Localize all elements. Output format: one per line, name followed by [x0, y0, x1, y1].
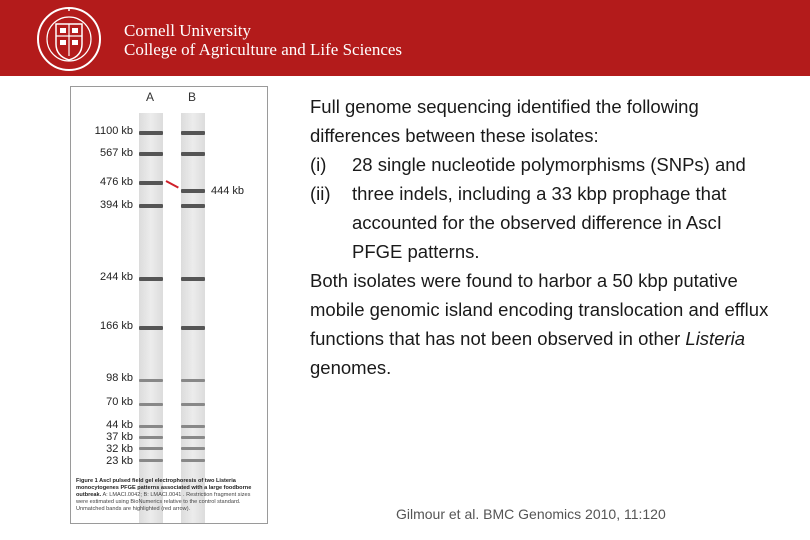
gel-band [139, 204, 163, 208]
cornell-seal-icon [36, 6, 102, 72]
institution-name [124, 21, 402, 59]
caption-body: A: LMACI.0042; B: LMACI.0041 . Restriction fragment sizes were estimated using BioNumerics relative to the control standard. Unmatched bands are highlighted (red arrow). [76, 492, 251, 512]
list-item-number: (i) [310, 154, 327, 175]
slide-body-text [310, 92, 770, 382]
gel-band [181, 204, 205, 208]
size-marker-label: 70 kb [106, 396, 133, 408]
size-marker-label: 32 kb [106, 443, 133, 455]
gel-band [139, 277, 163, 281]
gel-band [139, 403, 163, 406]
lane-label-b: B [188, 90, 197, 104]
header-banner [0, 0, 810, 76]
size-marker-label: 166 kb [99, 320, 133, 332]
gel-lane-a [139, 113, 163, 524]
institution-line-2: College of Agriculture and Life Sciences [124, 40, 403, 59]
gel-band [139, 131, 163, 135]
size-marker-label: 44 kb [106, 419, 133, 431]
gel-band [181, 152, 205, 156]
highlight-band-label: 444 kb [211, 185, 245, 197]
list-item [310, 179, 770, 266]
gel-band [181, 379, 205, 382]
caption-title: Figure 1 AscI pulsed field gel electrophoresis of two Listeria monocytogenes PFGE patterns associated with a large foodborne outbreak. [76, 478, 252, 498]
size-marker-label: 476 kb [99, 176, 133, 188]
figure-caption [76, 478, 264, 513]
gel-band [181, 277, 205, 281]
gel-band [139, 459, 163, 462]
gel-band [181, 326, 205, 330]
size-marker-label: 244 kb [99, 271, 133, 283]
gel-band [139, 181, 163, 185]
size-marker-label: 567 kb [99, 147, 133, 159]
gel-band [139, 379, 163, 382]
size-marker-label: 37 kb [106, 431, 133, 443]
gel-band [181, 436, 205, 439]
size-marker-label: 1100 kb [94, 125, 133, 137]
gel-band [181, 131, 205, 135]
list-item-text: 28 single nucleotide polymorphisms (SNPs) and [352, 154, 746, 175]
list-item-number: (ii) [310, 183, 331, 204]
gel-band [181, 403, 205, 406]
list-item-text: three indels, including a 33 kbp prophage that accounted for the observed difference in AscI PFGE patterns. [352, 183, 727, 262]
gel-band [181, 447, 205, 450]
gel-band [139, 152, 163, 156]
gel-band [181, 189, 205, 193]
citation: Gilmour et al. BMC Genomics 2010, 11:120 [396, 506, 666, 522]
red-arrow-icon [166, 180, 179, 188]
species-name: Listeria [685, 328, 746, 349]
gel-band [139, 436, 163, 439]
gel-band [181, 425, 205, 428]
size-marker-label: 394 kb [99, 199, 133, 211]
size-marker-label: 98 kb [106, 372, 133, 384]
institution-line-1: Cornell University [124, 21, 252, 40]
gel-band [139, 425, 163, 428]
conclusion-text: Both isolates were found to harbor a 50 kbp putative mobile genomic island encoding translocation and efflux functions that has not been observed in other [310, 270, 769, 349]
lane-label-a: A [146, 90, 155, 104]
gel-lane-b [181, 113, 205, 524]
conclusion-end: genomes. [310, 357, 392, 378]
intro-paragraph: Full genome sequencing identified the following differences between these isolates: [310, 96, 699, 146]
conclusion-paragraph [310, 266, 770, 382]
gel-band [181, 459, 205, 462]
gel-band [139, 447, 163, 450]
pfge-gel-figure [70, 86, 268, 524]
list-item [310, 150, 770, 179]
gel-band [139, 326, 163, 330]
size-marker-label: 23 kb [106, 455, 133, 467]
